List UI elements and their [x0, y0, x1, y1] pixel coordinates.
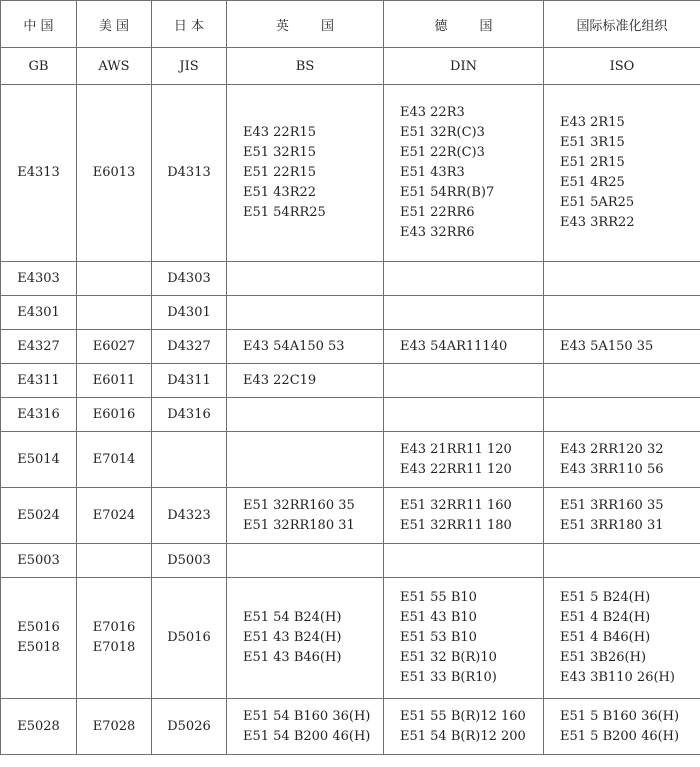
jis-cell: D5016	[152, 578, 227, 699]
gb-cell: E4327	[1, 330, 77, 364]
iso-cell	[544, 364, 700, 398]
standard-gb: GB	[1, 48, 77, 85]
aws-cell	[77, 296, 152, 330]
bs-cell: E51 32RR160 35 E51 32RR180 31	[227, 488, 384, 544]
jis-cell: D4316	[152, 398, 227, 432]
iso-cell: E43 5A150 35	[544, 330, 700, 364]
table-row	[1, 578, 700, 699]
iso-cell	[544, 544, 700, 578]
header-germany: 德 国	[384, 1, 544, 48]
gb-cell: E5024	[1, 488, 77, 544]
bs-cell: E43 54A150 53	[227, 330, 384, 364]
bs-cell	[227, 296, 384, 330]
jis-cell: D4301	[152, 296, 227, 330]
aws-cell	[77, 544, 152, 578]
table-row	[1, 398, 700, 432]
table-row	[1, 699, 700, 755]
iso-cell	[544, 296, 700, 330]
table-row	[1, 432, 700, 488]
gb-cell: E5003	[1, 544, 77, 578]
bs-cell	[227, 544, 384, 578]
standard-aws: AWS	[77, 48, 152, 85]
bs-cell: E43 22R15 E51 32R15 E51 22R15 E51 43R22 E51 54RR25	[227, 85, 384, 262]
jis-cell: D4327	[152, 330, 227, 364]
iso-cell: E43 2R15 E51 3R15 E51 2R15 E51 4R25 E51 5AR25 E43 3RR22	[544, 85, 700, 262]
din-cell: E51 55 B10 E51 43 B10 E51 53 B10 E51 32 B(R)10 E51 33 B(R10)	[384, 578, 544, 699]
jis-cell: D4311	[152, 364, 227, 398]
table-row	[1, 85, 700, 262]
gb-cell: E4313	[1, 85, 77, 262]
gb-cell: E4311	[1, 364, 77, 398]
iso-cell: E43 2RR120 32 E43 3RR110 56	[544, 432, 700, 488]
aws-cell: E6013	[77, 85, 152, 262]
header-japan: 日 本	[152, 1, 227, 48]
standard-bs: BS	[227, 48, 384, 85]
din-cell: E43 22R3 E51 32R(C)3 E51 22R(C)3 E51 43R3 E51 54RR(B)7 E51 22RR6 E43 32RR6	[384, 85, 544, 262]
header-uk: 英 国	[227, 1, 384, 48]
jis-cell: D5026	[152, 699, 227, 755]
header-iso-org: 国际标准化组织	[544, 1, 700, 48]
aws-cell: E6027	[77, 330, 152, 364]
jis-cell: D4313	[152, 85, 227, 262]
standard-jis: JIS	[152, 48, 227, 85]
bs-cell: E51 54 B24(H) E51 43 B24(H) E51 43 B46(H)	[227, 578, 384, 699]
jis-cell: D4303	[152, 262, 227, 296]
din-cell	[384, 544, 544, 578]
table-row	[1, 488, 700, 544]
iso-cell: E51 3RR160 35 E51 3RR180 31	[544, 488, 700, 544]
table-row	[1, 330, 700, 364]
din-cell	[384, 364, 544, 398]
table-row	[1, 364, 700, 398]
jis-cell: D5003	[152, 544, 227, 578]
gb-cell: E5028	[1, 699, 77, 755]
jis-cell: D4323	[152, 488, 227, 544]
standard-din: DIN	[384, 48, 544, 85]
din-cell	[384, 398, 544, 432]
din-cell: E51 55 B(R)12 160 E51 54 B(R)12 200	[384, 699, 544, 755]
din-cell: E51 32RR11 160 E51 32RR11 180	[384, 488, 544, 544]
bs-cell	[227, 432, 384, 488]
din-cell: E43 21RR11 120 E43 22RR11 120	[384, 432, 544, 488]
gb-cell: E4301	[1, 296, 77, 330]
jis-cell	[152, 432, 227, 488]
iso-cell	[544, 398, 700, 432]
gb-cell: E5016 E5018	[1, 578, 77, 699]
table-row	[1, 262, 700, 296]
din-cell: E43 54AR11140	[384, 330, 544, 364]
standard-iso: ISO	[544, 48, 700, 85]
aws-cell: E6016	[77, 398, 152, 432]
aws-cell: E7024	[77, 488, 152, 544]
gb-cell: E4316	[1, 398, 77, 432]
din-cell	[384, 262, 544, 296]
aws-cell: E7016 E7018	[77, 578, 152, 699]
iso-cell: E51 5 B24(H) E51 4 B24(H) E51 4 B46(H) E51 3B26(H) E43 3B110 26(H)	[544, 578, 700, 699]
aws-cell: E7014	[77, 432, 152, 488]
din-cell	[384, 296, 544, 330]
table-row	[1, 544, 700, 578]
aws-cell	[77, 262, 152, 296]
aws-cell: E6011	[77, 364, 152, 398]
country-header-row	[1, 1, 700, 48]
bs-cell: E43 22C19	[227, 364, 384, 398]
bs-cell	[227, 262, 384, 296]
bs-cell	[227, 398, 384, 432]
header-usa: 美 国	[77, 1, 152, 48]
iso-cell	[544, 262, 700, 296]
bs-cell: E51 54 B160 36(H) E51 54 B200 46(H)	[227, 699, 384, 755]
header-china: 中 国	[1, 1, 77, 48]
iso-cell: E51 5 B160 36(H) E51 5 B200 46(H)	[544, 699, 700, 755]
aws-cell: E7028	[77, 699, 152, 755]
gb-cell: E4303	[1, 262, 77, 296]
gb-cell: E5014	[1, 432, 77, 488]
table-row	[1, 296, 700, 330]
standard-header-row	[1, 48, 700, 85]
